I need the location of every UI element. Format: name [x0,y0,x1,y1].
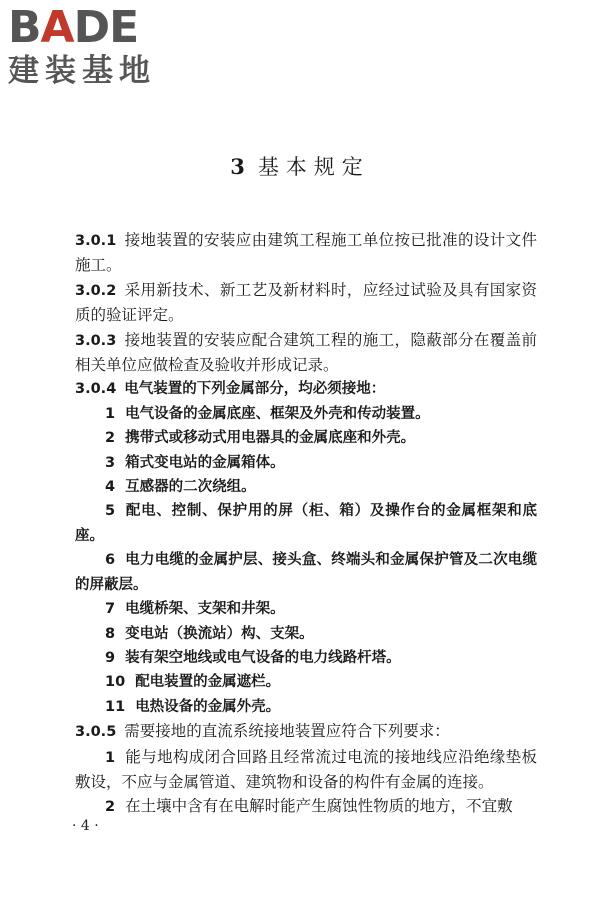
clause-code: 3.0.4 [75,381,117,398]
list-item [75,597,537,621]
logo-letter-accent: A [40,2,74,53]
list-item [75,548,537,597]
item-number: 2 [105,430,116,447]
list-item [75,402,537,426]
item-text: 在土壤中含有在电解时能产生腐蚀性物质的地方，不宜敷 [125,797,513,816]
item-text: 携带式或移动式用电器具的金属底座和外壳。 [125,430,416,447]
item-text: 电气设备的金属底座、框架及外壳和传动装置。 [125,405,430,422]
clause-3-0-5 [75,719,537,744]
list-item [75,745,537,795]
item-text: 电缆桥架、支架和井架。 [125,601,285,618]
item-number: 10 [105,674,126,691]
list-item [75,794,537,819]
clause-code: 3.0.3 [75,332,117,349]
item-number: 6 [105,552,116,569]
list-item [75,646,537,670]
item-text: 箱式变电站的金属箱体。 [125,454,285,471]
list-item [75,475,537,499]
logo-wordmark [8,4,178,52]
list-item [75,670,537,694]
clause-3-0-3 [75,328,537,378]
clause-3-0-4 [75,377,537,401]
item-number: 1 [105,749,116,766]
logo-letters-1: B [8,2,41,53]
page-number: · 4 · [72,818,99,834]
item-text: 电热设备的金属外壳。 [135,698,281,715]
item-number: 2 [105,799,116,816]
clause-text: 采用新技术、新工艺及新材料时，应经过试验及具有国家资质的验证评定。 [75,280,537,325]
item-number: 5 [105,503,116,520]
chapter-title: 基本规定 [257,155,370,179]
brand-logo [8,4,178,88]
item-number: 4 [105,479,116,496]
item-text: 装有架空地线或电气设备的电力线路杆塔。 [125,649,401,666]
item-text: 互感器的二次绕组。 [125,479,256,496]
clause-3-0-1 [75,228,537,278]
item-number: 7 [105,601,116,618]
list-item [75,499,537,548]
chapter-number: 3 [230,154,252,179]
logo-chinese-name: 建装基地 [8,53,156,89]
clause-code: 3.0.5 [75,724,117,741]
item-text: 变电站（换流站）构、支架。 [125,625,314,642]
clause-text: 接地装置的安装应配合建筑工程的施工，隐蔽部分在覆盖前相关单位应做检查及验收并形成记录。 [75,330,537,375]
list-item [75,622,537,646]
item-text: 电力电缆的金属护层、接头盒、终端头和金属保护管及二次电缆的屏蔽层。 [75,552,537,593]
document-body [75,228,537,820]
clause-text: 电气装置的下列金属部分，均必须接地： [124,381,386,398]
item-text: 配电装置的金属遮栏。 [135,674,281,691]
clause-code: 3.0.2 [75,282,117,299]
clause-code: 3.0.1 [75,233,117,249]
item-number: 8 [105,625,116,642]
list-item [75,451,537,475]
clause-text: 接地装置的安装应由建筑工程施工单位按已批准的设计文件施工。 [75,231,537,275]
item-text: 能与地构成闭合回路且经常流过电流的接地线应沿绝缘垫板敷设，不应与金属管道、建筑物和设备的构件有金属的连接。 [75,747,537,791]
list-item [75,695,537,719]
item-number: 9 [105,649,116,666]
chapter-heading [0,152,600,182]
logo-letters-2: DE [73,2,139,53]
list-item [75,426,537,450]
item-number: 1 [105,405,116,422]
clause-3-0-2 [75,278,537,328]
item-number: 3 [105,454,116,471]
item-text: 配电、控制、保护用的屏（柜、箱）及操作台的金属框架和底座。 [75,503,537,544]
item-number: 11 [105,698,126,715]
clause-text: 需要接地的直流系统接地装置应符合下列要求： [124,722,450,741]
